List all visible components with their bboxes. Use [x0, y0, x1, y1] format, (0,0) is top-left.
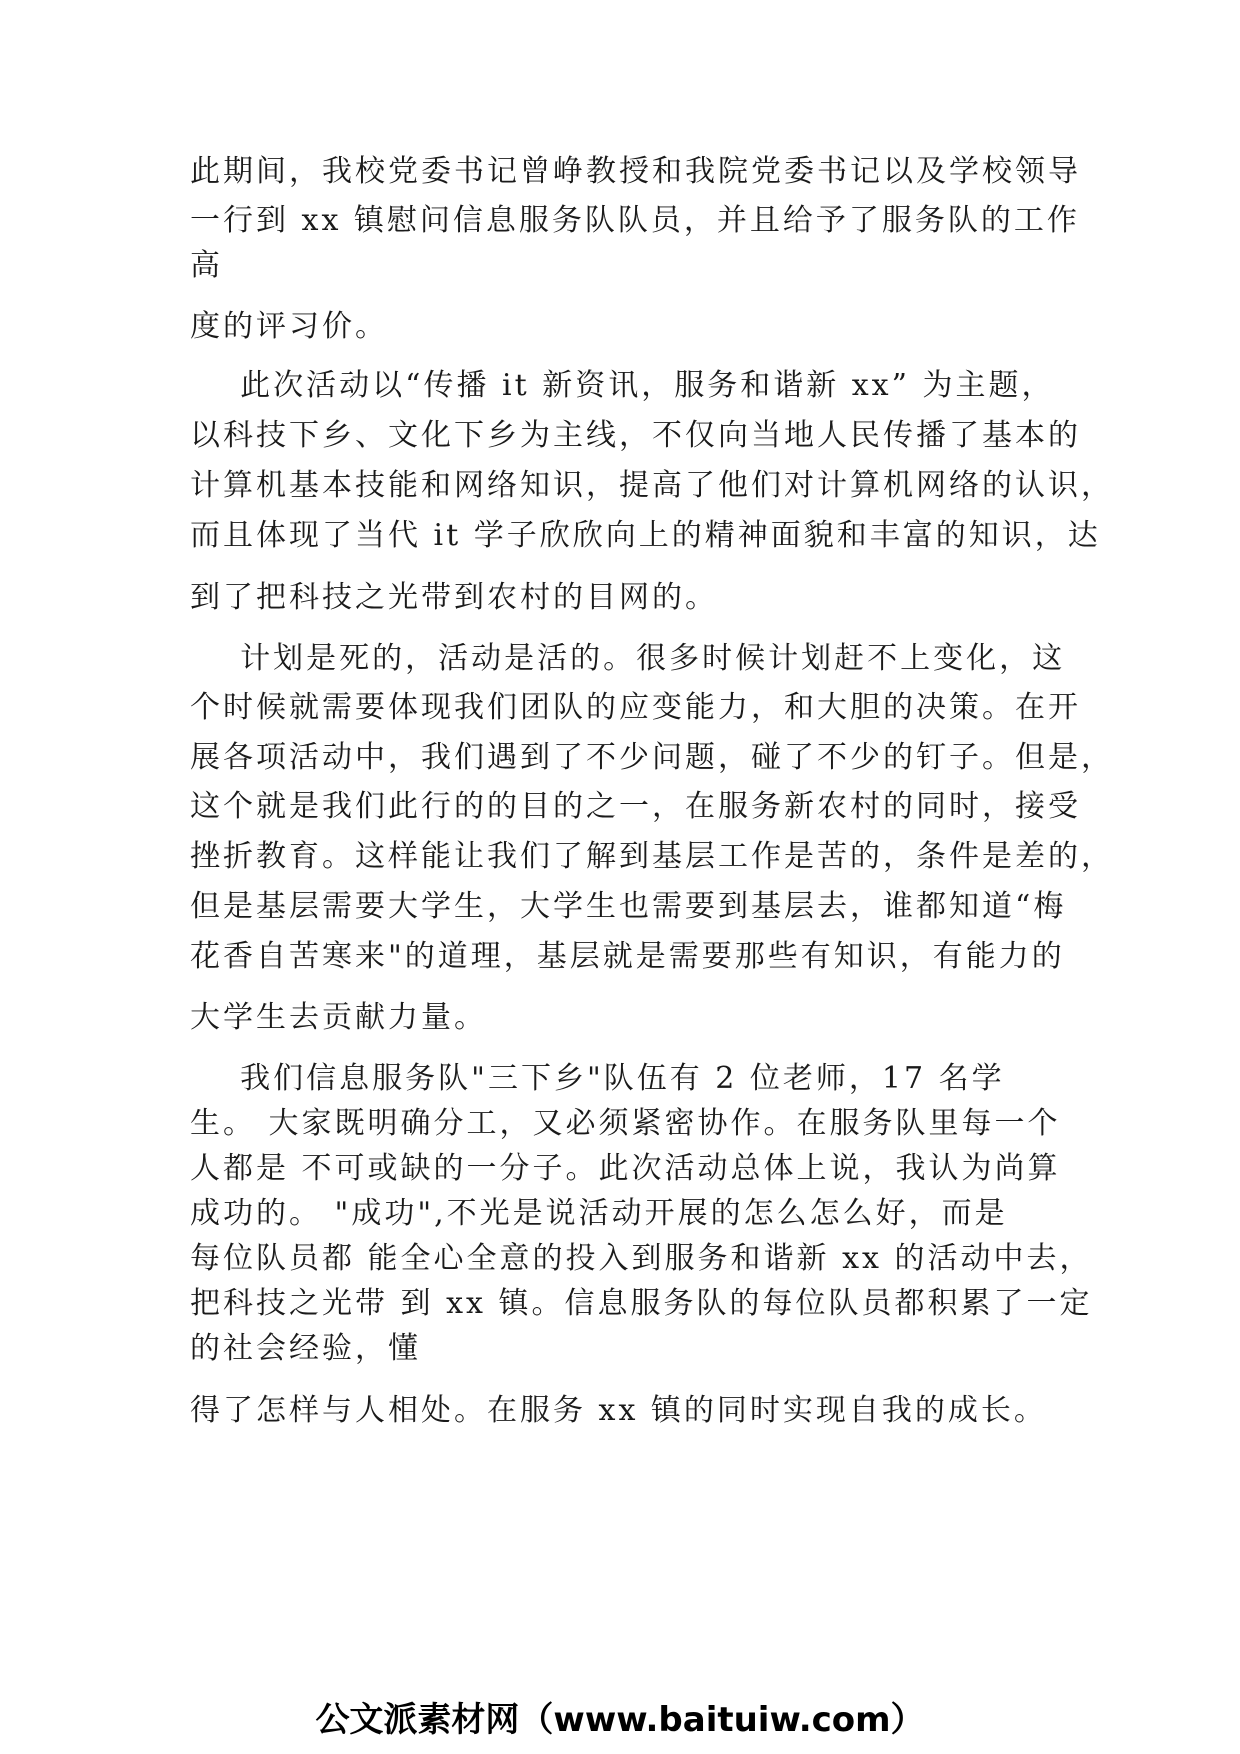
text-line: 得了怎样与人相处。在服务 xx 镇的同时实现自我的成长。	[190, 1393, 1047, 1428]
text-line: 而且体现了当代 it 学子欣欣向上的精神面貌和丰富的知识，达	[190, 518, 1101, 553]
text-line: 把科技之光带 到 xx 镇。信息服务队的每位队员都积累了一定	[190, 1286, 1093, 1321]
text-line: 计划是死的，活动是活的。很多时候计划赶不上变化，这	[190, 641, 1066, 676]
text-line: 一行到 xx 镇慰问信息服务队队员，并且给予了服务队的工作	[190, 203, 1080, 238]
text-line: 人都是 不可或缺的一分子。此次活动总体上说，我认为尚算	[190, 1151, 1061, 1186]
text-line: 到了把科技之光带到农村的目网的。	[190, 580, 718, 615]
text-line: 花香自苦寒来"的道理，基层就是需要那些有知识，有能力的	[190, 939, 1065, 974]
text-line: 这个就是我们此行的的目的之一，在服务新农村的同时，接受	[190, 789, 1081, 824]
text-line: 但是基层需要大学生，大学生也需要到基层去，谁都知道“梅	[190, 889, 1067, 924]
text-line: 挫折教育。这样能让我们了解到基层工作是苦的，条件是差的，	[190, 839, 1114, 874]
text-line: 此期间，我校党委书记曾峥教授和我院党委书记以及学校领导	[190, 154, 1081, 189]
text-line: 我们信息服务队"三下乡"队伍有 2 位老师，17 名学	[190, 1061, 1005, 1096]
text-line: 此次活动以“传播 it 新资讯，服务和谐新 xx” 为主题，	[190, 368, 1055, 403]
text-line: 生。 大家既明确分工，又必须紧密协作。在服务队里每一个	[190, 1106, 1061, 1141]
text-line: 度的评习价。	[190, 309, 388, 344]
text-line: 展各项活动中，我们遇到了不少问题，碰了不少的钉子。但是，	[190, 740, 1114, 775]
text-line: 大学生去贡献力量。	[190, 1000, 487, 1035]
text-line: 成功的。 "成功",不光是说活动开展的怎么怎么好，而是	[190, 1196, 1008, 1231]
text-line: 的社会经验，懂	[190, 1331, 421, 1366]
footer-watermark: 公文派素材网（www.baituiw.com）	[315, 1700, 925, 1740]
text-line: 计算机基本技能和网络知识，提高了他们对计算机网络的认识，	[190, 468, 1114, 503]
text-line: 以科技下乡、文化下乡为主线，不仅向当地人民传播了基本的	[190, 418, 1081, 453]
text-line: 高	[190, 248, 223, 283]
text-line: 每位队员都 能全心全意的投入到服务和谐新 xx 的活动中去，	[190, 1241, 1093, 1276]
text-line: 个时候就需要体现我们团队的应变能力，和大胆的决策。在开	[190, 690, 1081, 725]
